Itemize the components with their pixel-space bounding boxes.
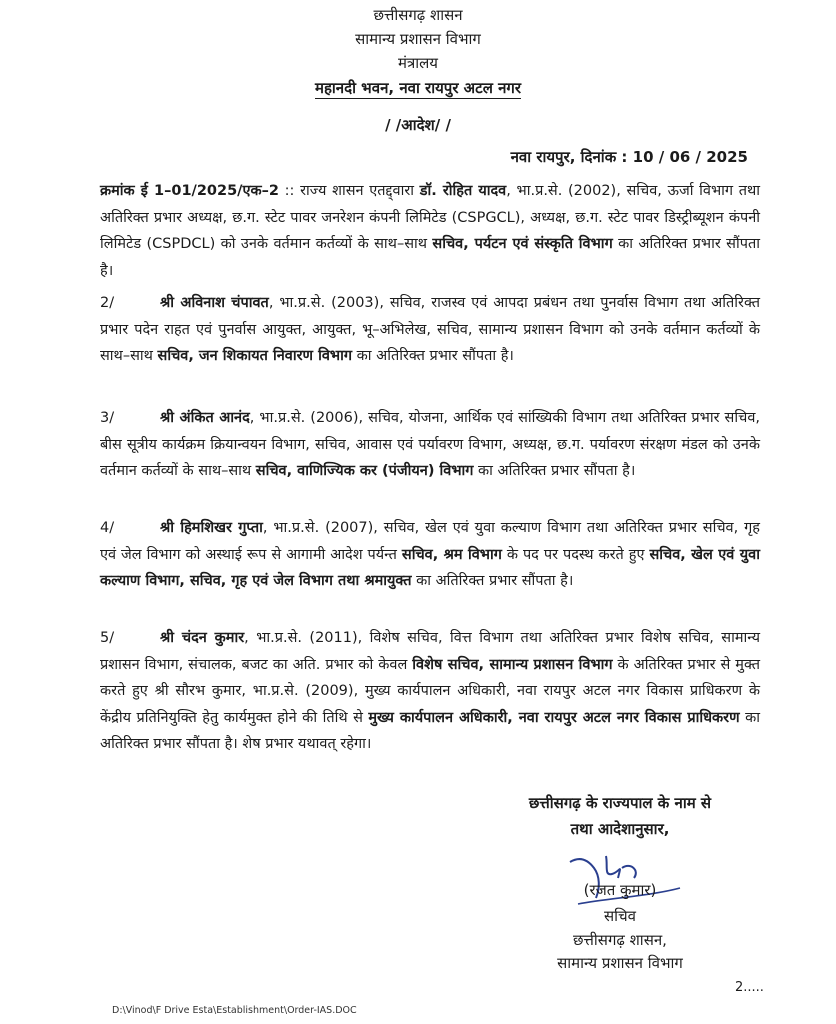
paragraph-2: 2/ श्री अविनाश चंपावत, भा.प्र.से. (2003), सचिव, राजस्व एवं आपदा प्रबंधन तथा पुनर्वास विभाग तथा अतिरिक्त प्रभार पदेन राहत एवं पुनर्वास आयुक्त, आयुक्त, भू–अभिलेख, सचिव, सामान्य प्रशासन विभाग को उनके वर्तमान कर्तव्यों के साथ–साथ सचिव, जन शिकायत निवारण विभाग का अतिरिक्त प्रभार सौंपता है। [100, 290, 760, 370]
signatory-department: सामान्य प्रशासन विभाग [557, 954, 683, 972]
paragraph-3: 3/ श्री अंकित आनंद, भा.प्र.से. (2006), सचिव, योजना, आर्थिक एवं सांख्यिकी विभाग तथा अतिरिक्त प्रभार सचिव, बीस सूत्रीय कार्यक्रम क्रियान्वयन विभाग, सचिव, आवास एवं पर्यावरण विभाग, अध्यक्ष, छ.ग. पर्यावरण संरक्षण मंडल को उनके वर्तमान कर्तव्यों के साथ–साथ सचिव, वाणिज्यिक कर (पंजीयन) विभाग का अतिरिक्त प्रभार सौंपता है। [100, 405, 760, 485]
file-path-footer: D:\Vinod\F Drive Esta\Establishment\Order-IAS.DOC [112, 1005, 357, 1016]
paragraph-number: 5/ [100, 630, 115, 646]
page-continuation: 2..... [735, 980, 764, 995]
header-department: सामान्य प्रशासन विभाग [355, 30, 481, 48]
paragraph-number: 4/ [100, 520, 115, 536]
paragraph-number: 2/ [100, 295, 115, 311]
place-date: नवा रायपुर, दिनांक : 10 / 06 / 2025 [510, 148, 748, 166]
signatory-designation: सचिव [604, 907, 636, 925]
signatory-name: (रजत कुमार) [583, 881, 657, 899]
signatory-organisation: छत्तीसगढ़ शासन, [573, 931, 667, 949]
order-reference: क्रमांक ई 1–01/2025/एक–2 [100, 183, 279, 199]
paragraph-5: 5/ श्री चंदन कुमार, भा.प्र.से. (2011), विशेष सचिव, वित्त विभाग तथा अतिरिक्त प्रभार विशेष सचिव, सामान्य प्रशासन विभाग, संचालक, बजट का अति. प्रभार को केवल विशेष सचिव, सामान्य प्रशासन विभाग के अतिरिक्त प्रभार से मुक्त करते हुए श्री सौरभ कुमार, भा.प्र.से. (2009), मुख्य कार्यपालन अधिकारी, नवा रायपुर अटल नगर विकास प्राधिकरण के केंद्रीय प्रतिनियुक्ति हेतु कार्यमुक्त होने की तिथि से मुख्य कार्यपालन अधिकारी, नवा रायपुर अटल नगर विकास प्राधिकरण का अतिरिक्त प्रभार सौंपता है। शेष प्रभार यथावत् रहेगा। [100, 625, 760, 758]
paragraph-4: 4/ श्री हिमशिखर गुप्ता, भा.प्र.से. (2007), सचिव, खेल एवं युवा कल्याण विभाग तथा अतिरिक्त प्रभार सचिव, गृह एवं जेल विभाग को अस्थाई रूप से आगामी आदेश पर्यन्त सचिव, श्रम विभाग के पद पर पदस्थ करते हुए सचिव, खेल एवं युवा कल्याण विभाग, सचिव, गृह एवं जेल विभाग तथा श्रमायुक्त का अतिरिक्त प्रभार सौंपता है। [100, 515, 760, 595]
header-government: छत्तीसगढ़ शासन [373, 6, 463, 24]
header-address: महानदी भवन, नवा रायपुर अटल नगर [314, 79, 522, 97]
signature-closing: छत्तीसगढ़ के राज्यपाल के नाम से तथा आदेशानुसार, [528, 794, 712, 838]
header-ministry: मंत्रालय [397, 54, 438, 72]
paragraph-number: 3/ [100, 410, 115, 426]
order-title: / /आदेश/ / [385, 116, 451, 134]
paragraph-1: क्रमांक ई 1–01/2025/एक–2 :: राज्य शासन एतद्द्वारा डॉ. रोहित यादव, भा.प्र.से. (2002), सचिव, ऊर्जा विभाग तथा अतिरिक्त प्रभार अध्यक्ष, छ.ग. स्टेट पावर जनरेशन कंपनी लिमिटेड (CSPGCL), अध्यक्ष, छ.ग. स्टेट पावर डिस्ट्रीब्यूशन कंपनी लिमिटेड (CSPDCL) को उनके वर्तमान कर्तव्यों के साथ–साथ सचिव, पर्यटन एवं संस्कृति विभाग का अतिरिक्त प्रभार सौंपता है। [100, 183, 761, 279]
